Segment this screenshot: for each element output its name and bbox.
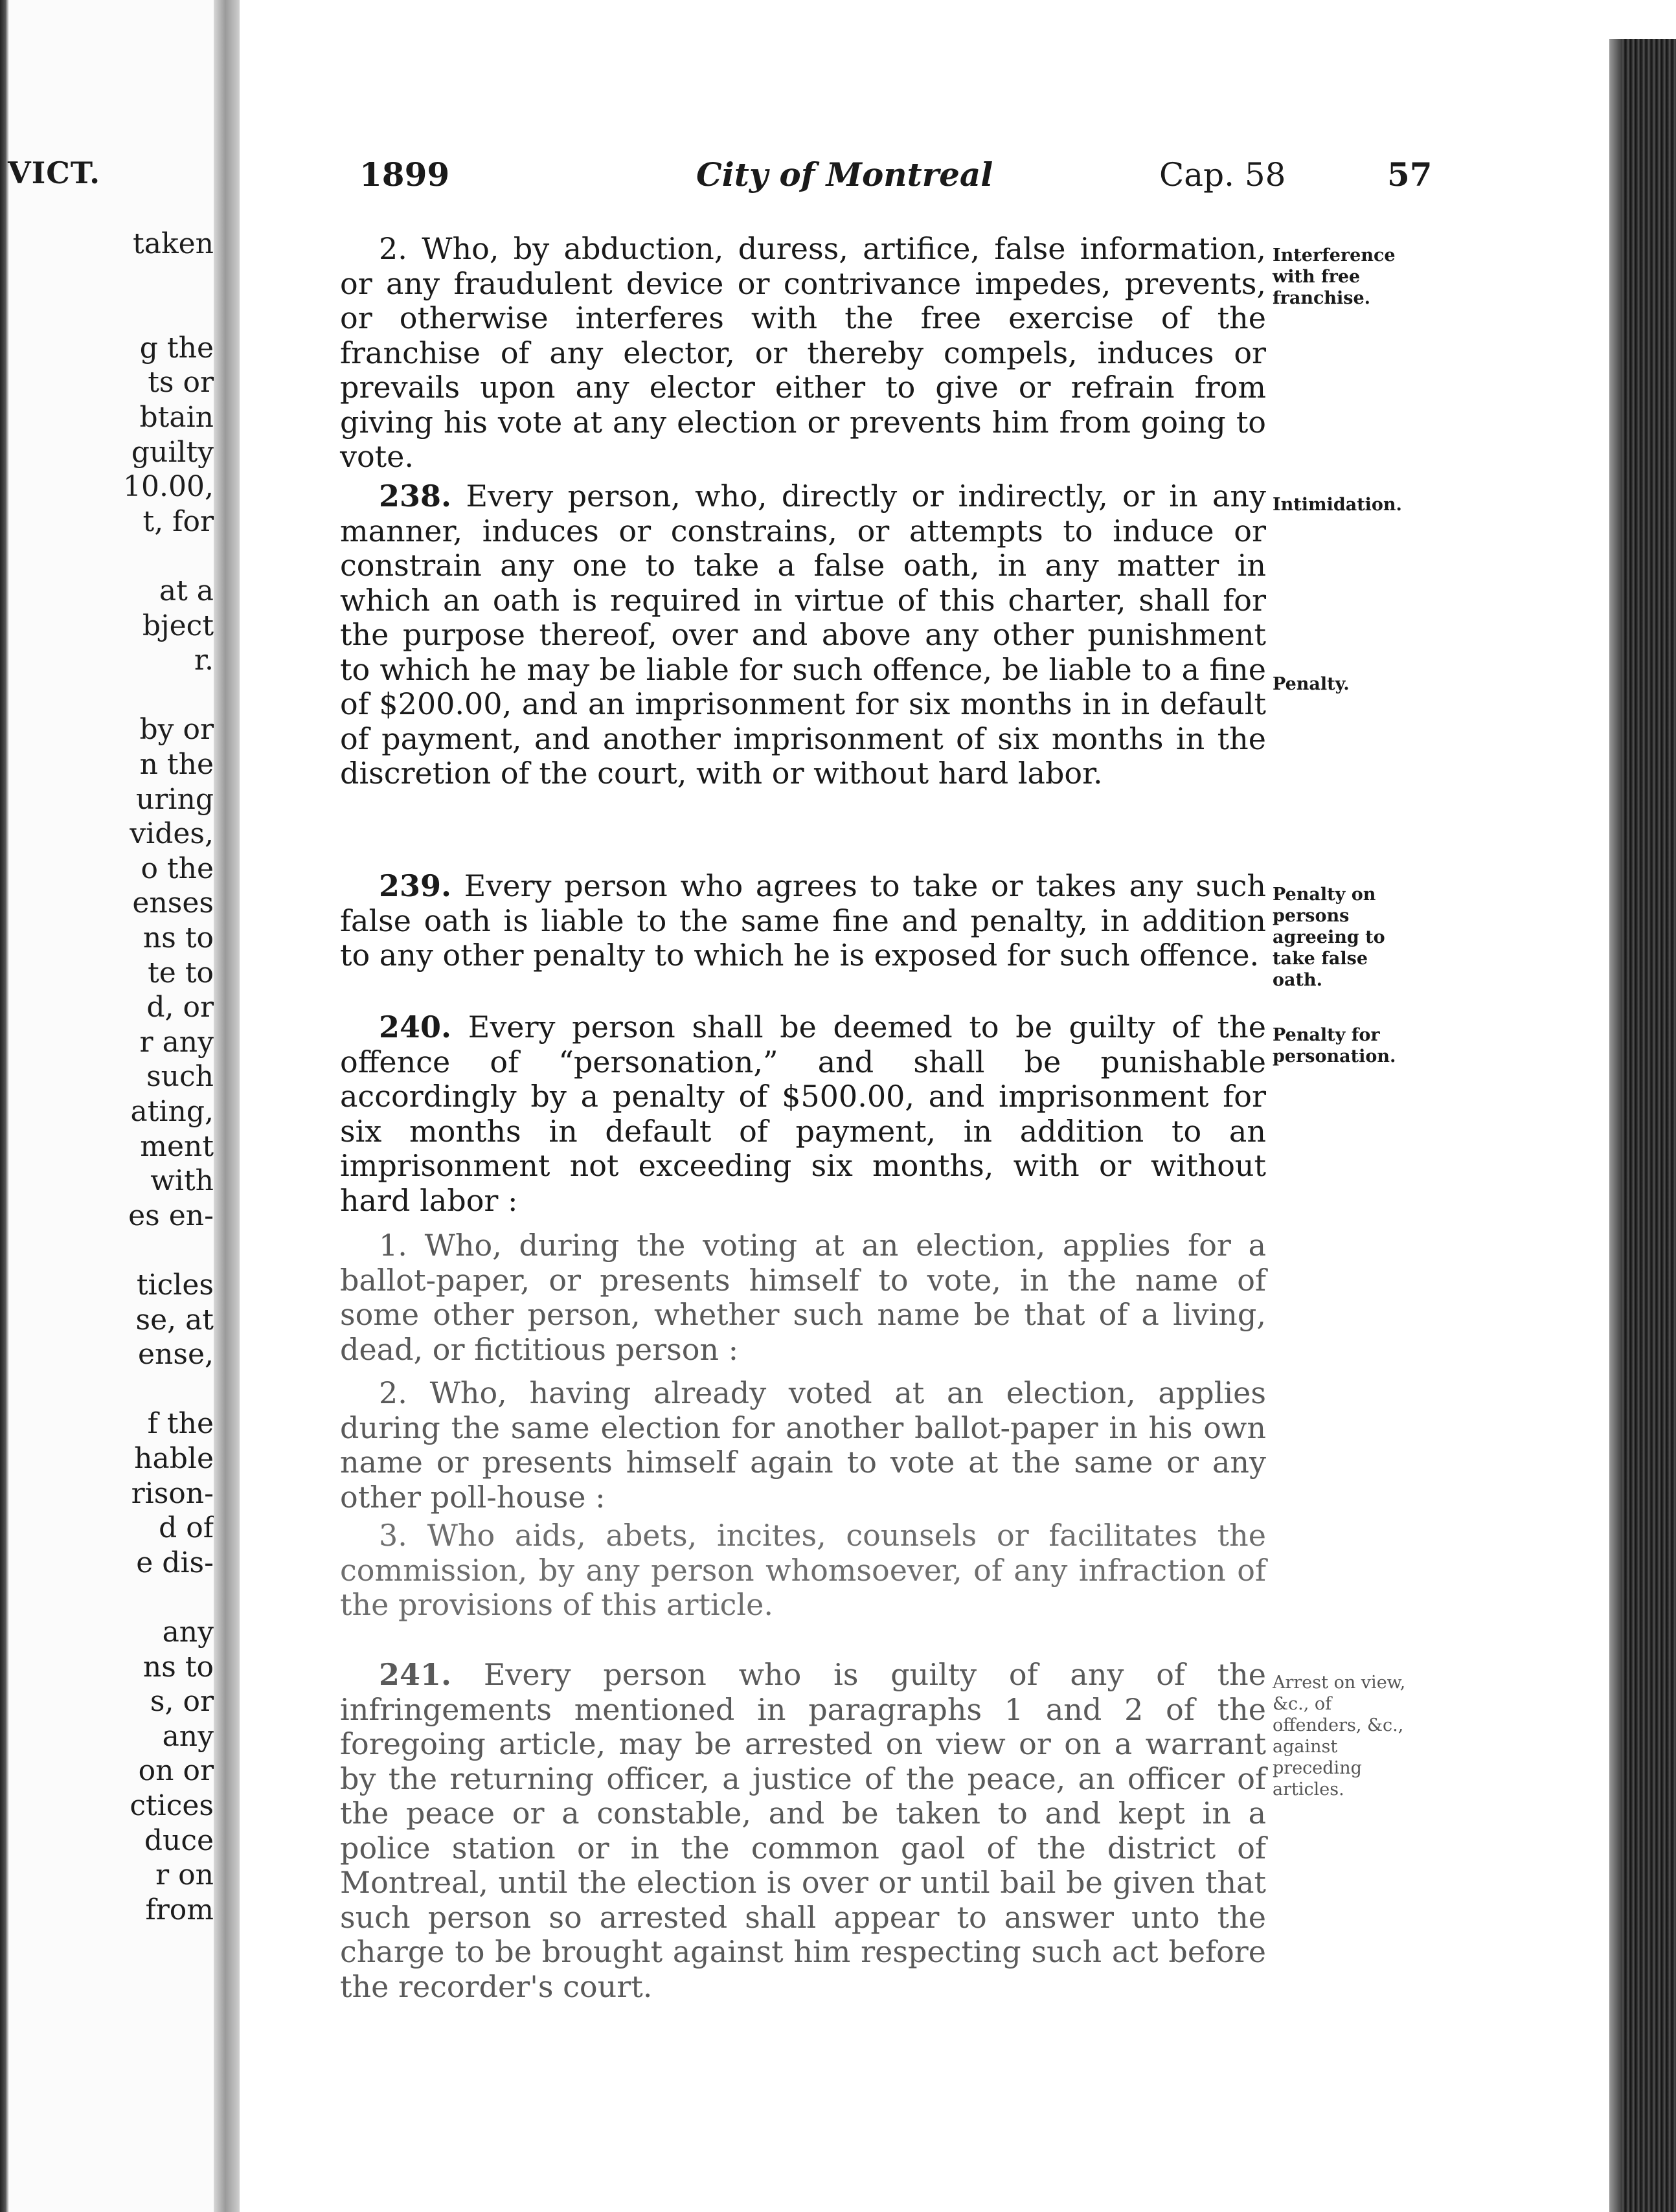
facing-page-line: ense, (138, 1338, 214, 1371)
facing-page-line: es en- (128, 1199, 214, 1232)
facing-page-line: ticles (136, 1269, 214, 1302)
facing-page-line: te to (148, 956, 214, 989)
facing-page-line: r. (194, 644, 214, 677)
section-240 (340, 1010, 1266, 1218)
section-number: 238. (379, 479, 452, 514)
facing-page-line: e dis- (136, 1546, 214, 1579)
facing-page-line: d of (159, 1511, 214, 1545)
running-header-year: 1899 (359, 155, 450, 194)
facing-page-line: any (162, 1719, 214, 1753)
paragraph-interference: 2. Who, by abduction, duress, artifice, false information, or any fraudulent device or contrivance impedes, prevents, or otherwise interferes with the free exercise of the franchise of any elector, or thereby compels, induces or prevails upon any elector either to give or refrain from giving his vote at any election or prevents him from going to vote. (340, 231, 1266, 474)
facing-page-line: rison- (131, 1476, 214, 1510)
facing-page-line: g the (139, 331, 214, 365)
facing-page-fragment (0, 0, 214, 2212)
facing-page-line: ment (140, 1129, 214, 1163)
facing-page-line: ns to (142, 1650, 214, 1684)
facing-page-line: hable (134, 1442, 214, 1475)
marginal-note-interference: Interference with free franchise. (1273, 245, 1396, 308)
section-text: Every person who is guilty of any of the infringements mentioned in paragraphs 1 and 2 of the foregoing article, may be arrested on view or on a warrant by the returning officer, a justice of the peace, an officer of the peace or a constable, and be taken to and kept in a police station or in the common gaol of the district of Montreal, until the election is over or until bail be given that such person so arrested shall appear to answer unto the charge to be brought against him respecting such act before the recorder's court. (340, 1657, 1267, 2004)
facing-page-line: 10.00, (123, 470, 214, 504)
facing-page-line: bject (142, 609, 214, 642)
facing-page-header: VICT. (8, 155, 101, 190)
facing-page-line: se, at (135, 1303, 214, 1337)
facing-page-line: any (162, 1616, 214, 1649)
section-238 (340, 479, 1266, 791)
running-header-title: City of Montreal (696, 155, 993, 194)
facing-page-line: r on (155, 1858, 214, 1892)
running-header-chapter: Cap. 58 (1159, 156, 1286, 194)
marginal-note-penalty-persons: Penalty on persons agreeing to take false oath. (1273, 885, 1385, 990)
facing-page-line: from (145, 1893, 214, 1926)
facing-page-line: guilty (131, 435, 214, 469)
facing-page-line: n the (139, 748, 214, 781)
section-text: Every person, who, directly or indirectly, or in any manner, induces or constrains, or attempts to induce or constrain any one to take a false oath, in any matter in which an oath is required in virtue of this charter, shall for the purpose thereof, over and above any other punishment to which he may be liable for such offence, be liable to a fine of $200.00, and an imprisonment for six months in in default of payment, and another imprisonment of six months in the discretion of the court, with or without hard labor. (340, 479, 1267, 791)
facing-page-line: duce (144, 1823, 214, 1857)
facing-page-line: uring (136, 782, 214, 816)
facing-page-line: such (146, 1060, 214, 1094)
facing-page-line: ctices (130, 1789, 214, 1822)
clause-240-1: 1. Who, during the voting at an election, applies for a ballot-paper, or presents himself to vote, in the name of some other person, whether such name be that of a living, dead, or fictitious person : (340, 1228, 1266, 1367)
facing-page-line: d, or (146, 991, 214, 1024)
clause-240-3: 3. Who aids, abets, incites, counsels or facilitates the commission, by any person whomsoever, of any infraction of the provisions of this article. (340, 1518, 1266, 1622)
facing-page-line: ating, (130, 1095, 214, 1128)
marginal-note-intimidation: Intimidation. (1273, 495, 1402, 515)
facing-page-line: btain (139, 401, 214, 434)
book-gutter (214, 0, 240, 2212)
section-number: 239. (379, 868, 452, 903)
marginal-note-personation: Penalty for personation. (1273, 1025, 1396, 1066)
facing-page-line: taken (133, 227, 214, 260)
facing-page-line: with (150, 1164, 214, 1198)
facing-page-line: s, or (150, 1685, 214, 1719)
facing-page-line: o the (141, 852, 214, 885)
facing-page-line: vides, (130, 817, 214, 851)
section-241 (340, 1658, 1266, 2004)
facing-page-line: f the (147, 1407, 214, 1441)
marginal-note-arrest: Arrest on view, &c., of offenders, &c., against preceding articles. (1273, 1673, 1406, 1800)
facing-page-line: on or (138, 1754, 214, 1788)
facing-page-line: at a (159, 574, 214, 607)
marginal-note-penalty: Penalty. (1273, 674, 1350, 694)
facing-page-line: ts or (148, 366, 214, 400)
facing-page-line: ns to (142, 921, 214, 954)
facing-page-line: by or (139, 713, 214, 747)
section-number: 240. (379, 1010, 452, 1044)
page-edge-shadow (0, 0, 9, 2212)
section-number: 241. (379, 1657, 452, 1692)
page-number: 57 (1387, 155, 1433, 194)
book-edge (1609, 39, 1676, 2212)
clause-240-2: 2. Who, having already voted at an election, applies during the same election for another ballot-paper in his own name or presents himself again to vote at the same or any other poll-house : (340, 1375, 1266, 1515)
section-text: Every person who agrees to take or takes any such false oath is liable to the same fine and penalty, in addition to any other penalty to which he is exposed for such offence. (340, 868, 1266, 973)
section-239 (340, 869, 1266, 973)
section-text: Every person shall be deemed to be guilty of the offence of “personation,” and shall be punishable accordingly by a penalty of $500.00, and imprisonment for six months in default of payment, in addition to an imprisonment not exceeding six months, with or without hard labor : (340, 1010, 1267, 1218)
book-edge-shade (1609, 39, 1622, 2212)
facing-page-line: t, for (142, 504, 214, 538)
facing-page-line: r any (139, 1025, 214, 1059)
facing-page-line: enses (132, 886, 214, 920)
